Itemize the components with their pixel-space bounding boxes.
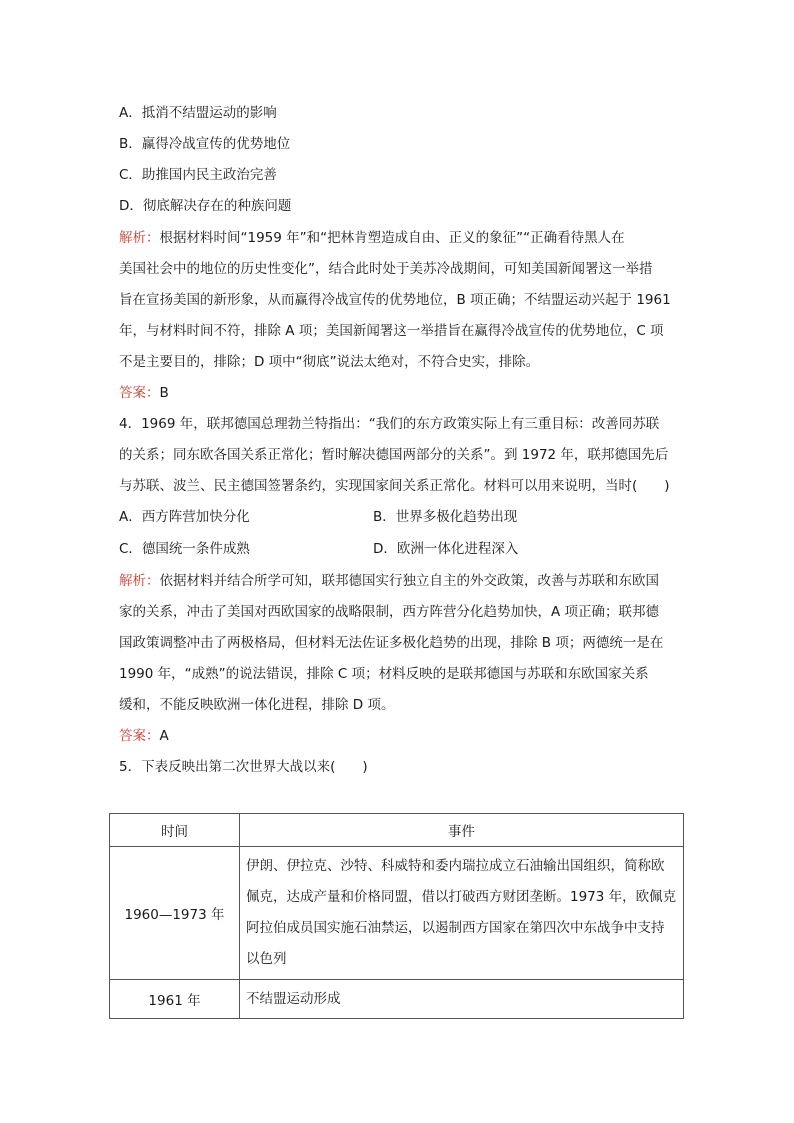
q3-analysis-line-4: 年，与材料时间不符，排除 A 项；美国新闻署这一举措旨在赢得冷战宣传的优势地位，C 项 — [119, 323, 664, 339]
q3-analysis-line-1: 解析：根据材料时间“1959 年”和“把林肯塑造成自由、正义的象征”“正确看待黑人在 — [119, 230, 625, 246]
table-header-time: 时间 — [110, 814, 240, 847]
q4-answer — [119, 726, 169, 746]
q4-answer-value: A — [159, 728, 169, 744]
events-table — [109, 813, 684, 1019]
table-header-row — [110, 814, 684, 847]
q3-analysis-line-3: 旨在宣扬美国的新形象，从而赢得冷战宣传的优势地位，B 项正确；不结盟运动兴起于 1961 — [119, 292, 671, 308]
table-row — [110, 980, 684, 1019]
q4-option-b: B．世界多极化趋势出现 — [373, 509, 518, 525]
q4-analysis-line-5: 缓和，不能反映欧洲一体化进程，排除 D 项。 — [119, 697, 395, 713]
q3-analysis-label: 解析： — [119, 230, 160, 246]
q4-stem-line-1: 4．1969 年，联邦德国总理勃兰特指出：“我们的东方政策实际上有三重目标：改善同苏联 — [119, 416, 660, 432]
q3-analysis-line-5: 不是主要目的，排除；D 项中“彻底”说法太绝对，不符合史实，排除。 — [119, 354, 540, 370]
q3-analysis-line-2: 美国社会中的地位的历史性变化”，结合此时处于美苏冷战期间，可知美国新闻署这一举措 — [119, 261, 653, 277]
q4-option-a: A．西方阵营加快分化 — [119, 509, 250, 525]
q3-option-c: C．助推国内民主政治完善 — [119, 167, 277, 183]
table-cell-time: 1961 年 — [110, 980, 240, 1019]
table-cell-time: 1960—1973 年 — [110, 847, 240, 980]
q3-answer-label: 答案： — [119, 385, 160, 401]
q3-option-d: D．彻底解决存在的种族问题 — [119, 198, 292, 214]
q4-stem-line-3: 与苏联、波兰、民主德国签署条约，实现国家间关系正常化。材料可以用来说明，当时( ) — [119, 478, 670, 494]
q4-analysis-line-3: 国政策调整冲击了两极格局，但材料无法佐证多极化趋势的出现，排除 B 项；两德统一是在 — [119, 635, 664, 651]
q4-analysis-line-1: 解析：依据材料并结合所学可知，联邦德国实行独立自主的外交政策，改善与苏联和东欧国 — [119, 573, 659, 589]
q4-option-c: C．德国统一条件成熟 — [119, 541, 250, 557]
q3-option-a: A．抵消不结盟运动的影响 — [119, 105, 277, 121]
q4-analysis-line-4: 1990 年，“成熟”的说法错误，排除 C 项；材料反映的是联邦德国与苏联和东欧国家关系 — [119, 666, 649, 682]
table-cell-event: 不结盟运动形成 — [240, 980, 684, 1019]
q4-analysis-line-2: 家的关系，冲击了美国对西欧国家的战略限制，西方阵营分化趋势加快，A 项正确；联邦德 — [119, 604, 660, 620]
q4-analysis-label: 解析： — [119, 573, 160, 589]
q3-answer — [119, 383, 169, 403]
q4-stem-line-2: 的关系；同东欧各国关系正常化；暂时解决德国两部分的关系”。到 1972 年，联邦德国先后 — [119, 447, 669, 463]
table-header-event: 事件 — [240, 814, 684, 847]
q4-option-d: D．欧洲一体化进程深入 — [373, 541, 519, 557]
q3-answer-value: B — [159, 385, 169, 401]
table-cell-event: 伊朗、伊拉克、沙特、科威特和委内瑞拉成立石油输出国组织，简称欧佩克，达成产量和价格同盟，借以打破西方财团垄断。1973 年，欧佩克阿拉伯成员国实施石油禁运，以遏制西方国家在第四次中东战争中支持以色列 — [240, 847, 684, 980]
q3-option-b: B．赢得冷战宣传的优势地位 — [119, 136, 291, 152]
q4-answer-label: 答案： — [119, 728, 160, 744]
q5-stem: 5．下表反映出第二次世界大战以来( ) — [119, 759, 368, 775]
table-row — [110, 847, 684, 980]
